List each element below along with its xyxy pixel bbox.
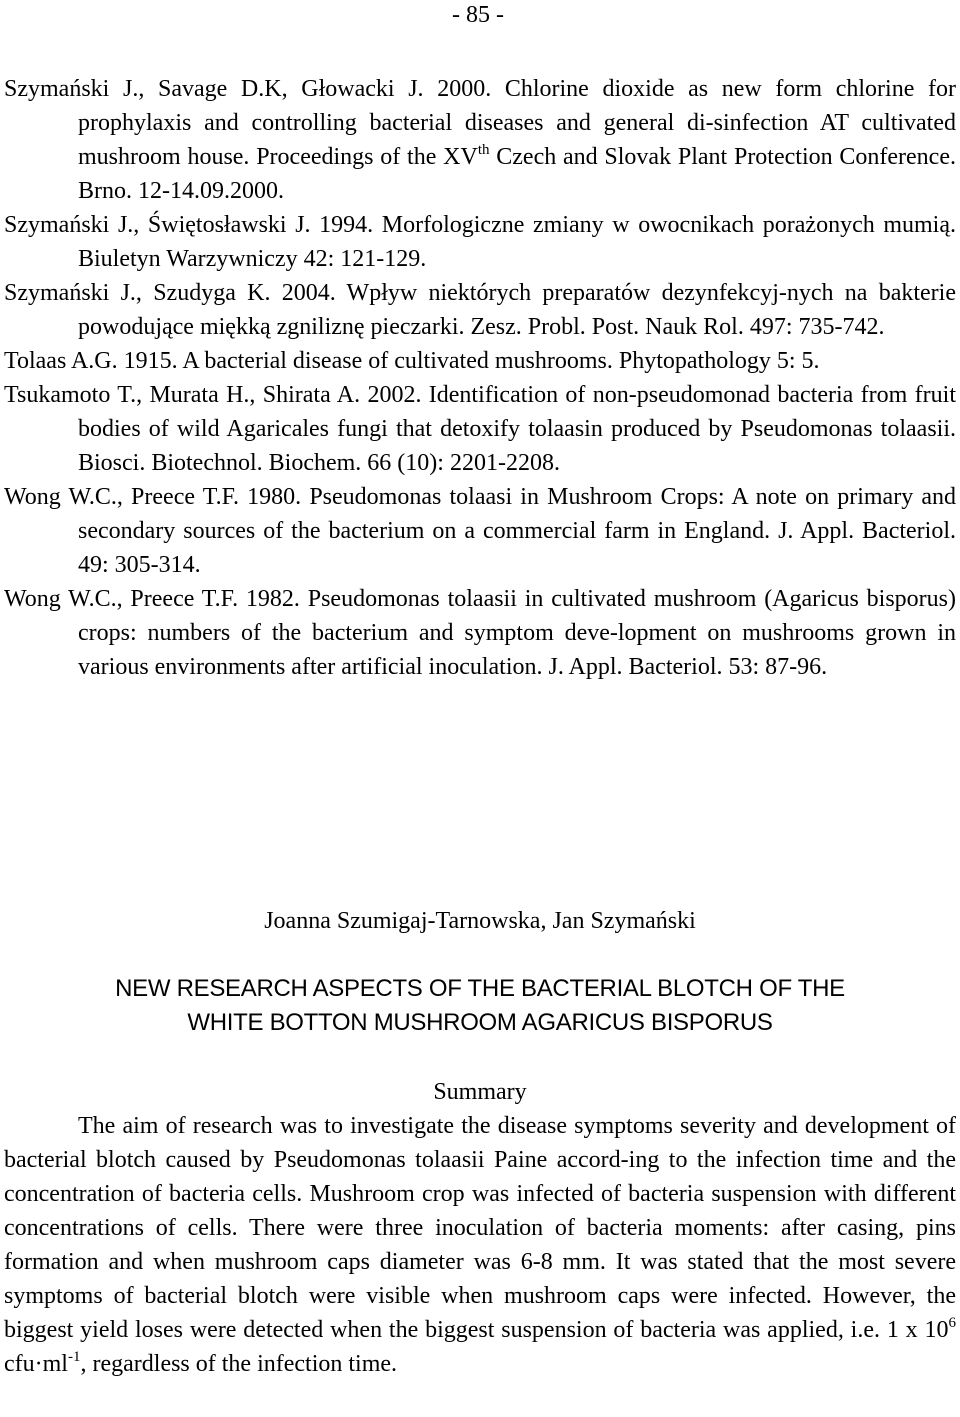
reference-item <box>4 480 956 582</box>
reference-item <box>4 344 956 378</box>
reference-text: Wong W.C., Preece T.F. 1982. Pseudomonas tolaasii in cultivated mushroom (Agaricus bisporus) crops: numbers of the bacterium and symptom deve- <box>4 586 956 646</box>
summary-heading: Summary <box>433 1079 527 1105</box>
summary-text: The aim of research was to investigate the disease symptoms severity and development of bacterial blotch caused by Pseudomonas tolaasii Paine accord- <box>4 1113 956 1173</box>
reference-list <box>4 72 956 684</box>
page-number: - 85 - <box>452 2 504 28</box>
article-title <box>4 972 956 1040</box>
reference-item <box>4 378 956 480</box>
reference-item <box>4 276 956 344</box>
reference-text: Tolaas A.G. 1915. A bacterial disease of cultivated mushrooms. Phytopathology 5: 5. <box>4 348 820 374</box>
superscript: th <box>477 142 490 158</box>
reference-text: Wong W.C., Preece T.F. 1980. Pseudomonas tolaasi in Mushroom Crops: A note on primary and secondary sources of the bacterium on a commercial farm in England. J. Appl. Bacteriol. 49: 305-314. <box>4 484 956 578</box>
reference-text: Tsukamoto T., Murata H., Shirata A. 2002. Identification of non-pseudomonad bacteria from fruit bodies of wild Agaricales fungi that detoxify tolaasin produced by Pseudomonas tolaasii. Biosci. Biotechnol. Biochem. 66 (10): 2201-2208. <box>4 382 956 476</box>
title-line: NEW RESEARCH ASPECTS OF THE BACTERIAL BLOTCH OF THE <box>115 975 845 1002</box>
reference-item <box>4 582 956 684</box>
reference-text: Czech and Slovak Plant Protection Conference. Brno. 12-14.09.2000. <box>78 144 956 204</box>
reference-text: Szymański J., Świętosławski J. 1994. Morfologiczne zmiany w owocnikach porażonych mumią. Biuletyn Warzywniczy 42: 121-129. <box>4 212 956 272</box>
superscript: 6 <box>948 1315 956 1331</box>
summary-body <box>4 1109 956 1381</box>
summary-text: ing to the infection time and the concentration of bacteria cells. Mushroom crop was infected of bacteria suspension with different concentrations of cells. There were three inoculation of bacteria moments: after casing, pins formation and when mushroom caps diameter was 6-8 mm. It was stated that the most severe symptoms of bacterial blotch were visible when mushroom caps were infected. However, the biggest yield loses were detected when the biggest suspension of bacteria was applied, i.e. 1 x 10 <box>4 1147 956 1343</box>
summary-text: , regardless of the infection time. <box>80 1351 398 1377</box>
reference-text: Szymański J., Szudyga K. 2004. Wpływ niektórych preparatów dezynfekcyj- <box>4 280 787 306</box>
reference-item <box>4 208 956 276</box>
reference-text: lopment on mushrooms grown in various environments after artificial inoculation. J. Appl. Bacteriol. 53: 87-96. <box>78 620 956 680</box>
title-line: WHITE BOTTON MUSHROOM AGARICUS BISPORUS <box>187 1009 773 1036</box>
summary-text: cfu·ml <box>4 1351 68 1377</box>
reference-text: nych na bakterie powodujące miękką zgniliznę pieczarki. Zesz. Probl. Post. Nauk Rol. 497: 735-742. <box>78 280 956 340</box>
document-page <box>4 0 956 1417</box>
superscript: -1 <box>67 1349 81 1365</box>
article-authors: Joanna Szumigaj-Tarnowska, Jan Szymański <box>264 908 696 934</box>
reference-text: sinfection AT cultivated mushroom house. Proceedings of the XV <box>78 110 957 170</box>
reference-text: Szymański J., Savage D.K, Głowacki J. 2000. Chlorine dioxide as new form chlorine for prophylaxis and controlling bacterial diseases and general di- <box>4 76 956 136</box>
reference-item <box>4 72 956 208</box>
